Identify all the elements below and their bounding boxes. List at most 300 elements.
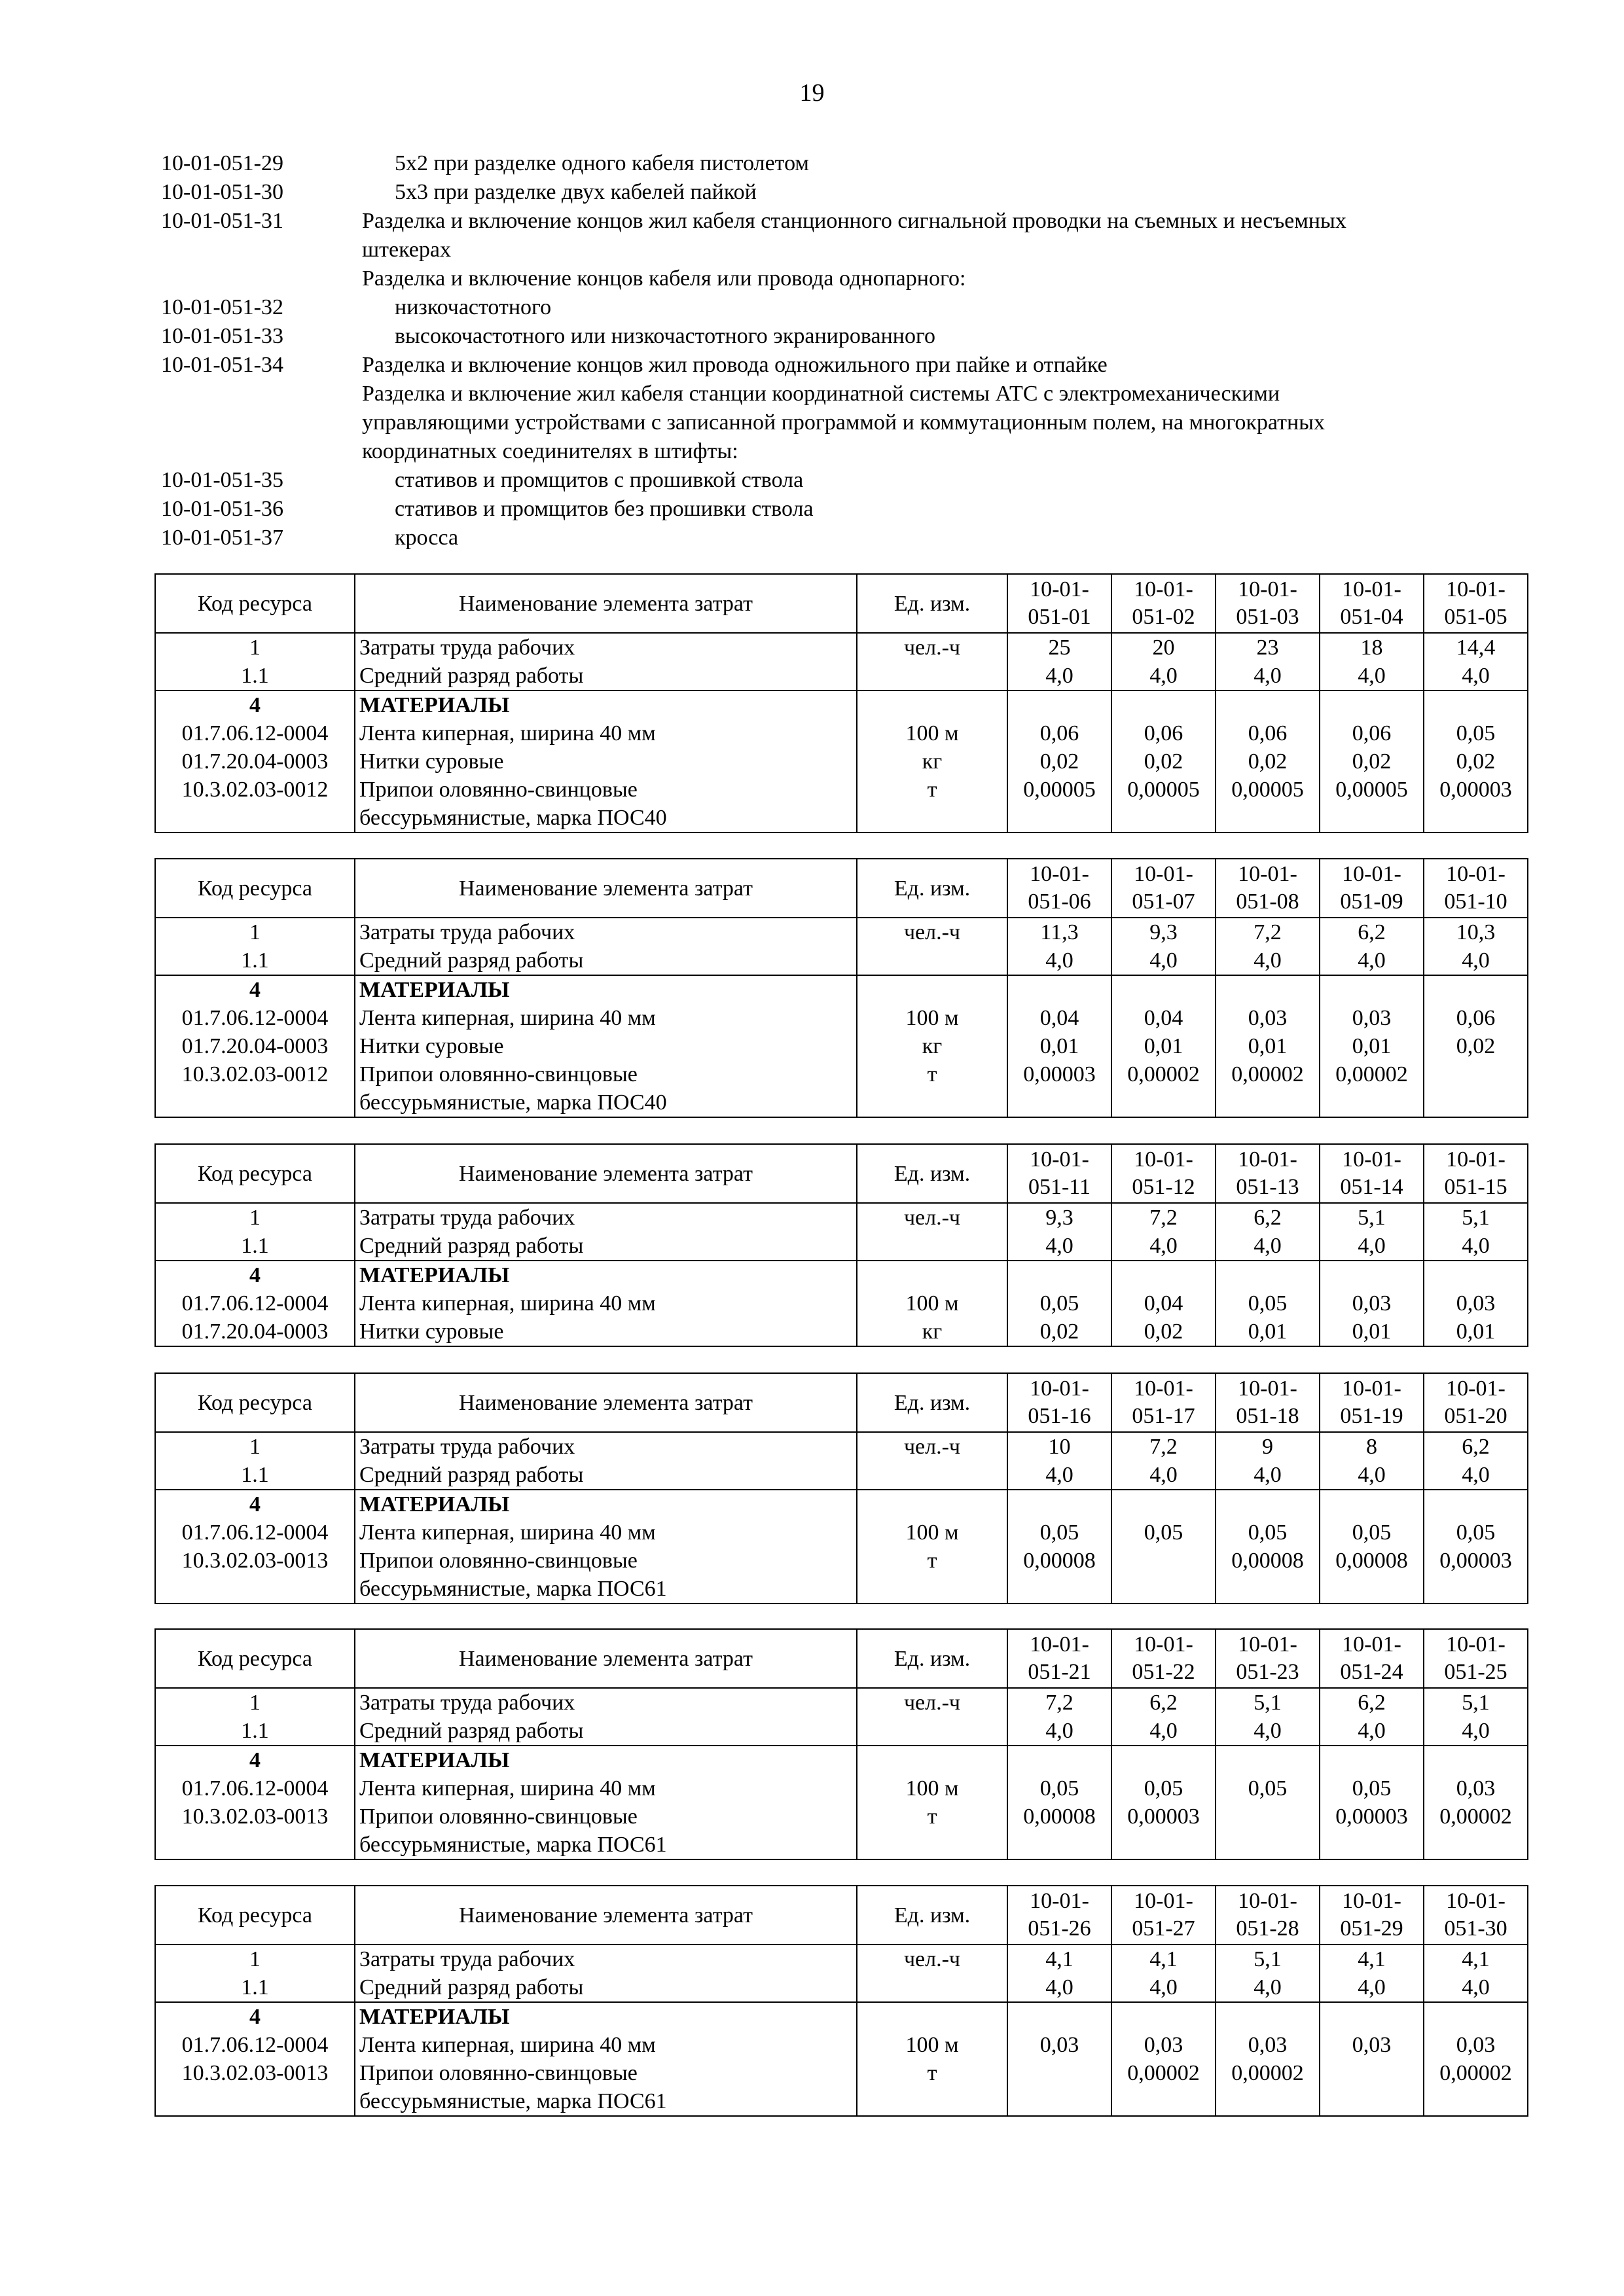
norm-value: [1111, 2087, 1216, 2116]
norm-value: 0,06: [1007, 719, 1111, 747]
resource-name: Лента киперная, ширина 40 мм: [355, 1289, 857, 1318]
norm-value: [1424, 2087, 1528, 2116]
norm-value: 0,00002: [1111, 1060, 1216, 1088]
resource-code: 1: [155, 918, 355, 946]
header-norm-code: 10-01- 051-12: [1111, 1144, 1216, 1203]
norm-value: 0,00003: [1320, 1803, 1424, 1831]
norm-value: [1216, 1803, 1320, 1831]
header-code: Код ресурса: [155, 1144, 355, 1203]
page-number: 19: [799, 79, 825, 107]
resource-name: Средний разряд работы: [355, 1973, 857, 2002]
resource-unit: чел.-ч: [857, 1432, 1007, 1461]
resource-unit: [857, 1575, 1007, 1604]
resource-table: [154, 858, 1528, 1118]
norm-value: [1007, 1490, 1111, 1518]
table-row: [155, 1688, 1528, 1717]
resource-name: МАТЕРИАЛЫ: [355, 1490, 857, 1518]
header-norm-code: 10-01- 051-29: [1320, 1886, 1424, 1945]
resource-name: МАТЕРИАЛЫ: [355, 2002, 857, 2031]
resource-unit: кг: [857, 747, 1007, 776]
work-description: низкочастотного: [395, 295, 552, 319]
table-row: [155, 1461, 1528, 1490]
resource-table: [154, 1143, 1528, 1347]
norm-value: [1216, 1490, 1320, 1518]
norm-value: [1424, 2002, 1528, 2031]
norm-value: 9,3: [1007, 1203, 1111, 1232]
norm-value: 23: [1216, 633, 1320, 662]
resource-unit: [857, 946, 1007, 975]
list-item: [161, 293, 1470, 322]
table-row: [155, 1973, 1528, 2002]
header-norm-code: 10-01- 051-23: [1216, 1629, 1320, 1688]
norm-value: [1111, 2002, 1216, 2031]
resource-unit: т: [857, 1060, 1007, 1088]
work-description: Разделка и включение концов кабеля или провода однопарного:: [362, 266, 966, 291]
norm-value: 9,3: [1111, 918, 1216, 946]
header-norm-code: 10-01- 051-07: [1111, 859, 1216, 918]
list-item: [161, 178, 1470, 207]
norm-value: [1007, 1746, 1111, 1774]
list-item: [161, 437, 1470, 466]
resource-unit: [857, 1232, 1007, 1261]
resource-name: Лента киперная, ширина 40 мм: [355, 2031, 857, 2059]
resource-unit: 100 м: [857, 1004, 1007, 1032]
list-item: [161, 466, 1470, 495]
work-code: [161, 380, 362, 408]
norm-value: 0,06: [1320, 719, 1424, 747]
norm-value: [1320, 1831, 1424, 1859]
resource-unit: кг: [857, 1318, 1007, 1346]
resource-code: 1.1: [155, 946, 355, 975]
list-item: [161, 351, 1470, 380]
norm-value: 0,00003: [1424, 776, 1528, 804]
norm-value: 4,0: [1424, 1461, 1528, 1490]
norm-value: [1007, 2087, 1111, 2116]
work-items-list: [161, 149, 1470, 552]
resource-code: 1: [155, 1945, 355, 1973]
work-description: штекерах: [362, 238, 451, 262]
norm-value: 0,00003: [1424, 1547, 1528, 1575]
header-norm-code: 10-01- 051-28: [1216, 1886, 1320, 1945]
header-unit: Ед. изм.: [857, 1629, 1007, 1688]
norm-value: 0,05: [1320, 1774, 1424, 1803]
header-name: Наименование элемента затрат: [355, 1144, 857, 1203]
table-row: [155, 1004, 1528, 1032]
norm-value: 20: [1111, 633, 1216, 662]
norm-value: 14,4: [1424, 633, 1528, 662]
norm-value: 5,1: [1216, 1945, 1320, 1973]
norm-value: 10,3: [1424, 918, 1528, 946]
norm-value: 4,0: [1007, 1461, 1111, 1490]
resource-code: 4: [155, 1746, 355, 1774]
resource-name: Затраты труда рабочих: [355, 918, 857, 946]
table-row: [155, 1575, 1528, 1604]
header-norm-code: 10-01- 051-13: [1216, 1144, 1320, 1203]
header-norm-code: 10-01- 051-01: [1007, 574, 1111, 633]
resource-code: 01.7.06.12-0004: [155, 1004, 355, 1032]
list-item: [161, 264, 1470, 293]
work-description: стативов и промщитов без прошивки ствола: [395, 497, 814, 521]
table-row: [155, 2002, 1528, 2031]
resource-unit: [857, 804, 1007, 833]
norm-value: [1007, 1831, 1111, 1859]
norm-value: 0,05: [1007, 1289, 1111, 1318]
norm-value: 0,02: [1007, 1318, 1111, 1346]
resource-unit: кг: [857, 1032, 1007, 1060]
resource-name: Средний разряд работы: [355, 662, 857, 691]
norm-value: [1320, 1575, 1424, 1604]
norm-value: 0,00008: [1007, 1547, 1111, 1575]
resource-code: 4: [155, 975, 355, 1004]
table-row: [155, 662, 1528, 691]
norm-value: 7,2: [1007, 1688, 1111, 1717]
norm-value: 0,01: [1111, 1032, 1216, 1060]
header-norm-code: 10-01- 051-14: [1320, 1144, 1424, 1203]
norm-value: [1216, 2002, 1320, 2031]
norm-value: 4,0: [1111, 662, 1216, 691]
norm-value: 4,0: [1320, 1461, 1424, 1490]
norm-value: 0,00002: [1111, 2059, 1216, 2087]
table-row: [155, 776, 1528, 804]
norm-value: 0,01: [1216, 1318, 1320, 1346]
table-row: [155, 747, 1528, 776]
norm-value: [1111, 1261, 1216, 1289]
work-description: 5х2 при разделке одного кабеля пистолетом: [395, 151, 809, 175]
resource-unit: [857, 1973, 1007, 2002]
resource-unit: т: [857, 776, 1007, 804]
norm-value: 4,0: [1424, 946, 1528, 975]
resource-name: Лента киперная, ширина 40 мм: [355, 1004, 857, 1032]
header-norm-code: 10-01- 051-05: [1424, 574, 1528, 633]
table-row: [155, 1432, 1528, 1461]
norm-value: 0,05: [1216, 1289, 1320, 1318]
resource-code: [155, 1831, 355, 1859]
work-code: 10-01-051-29: [161, 151, 283, 175]
norm-value: 0,04: [1111, 1289, 1216, 1318]
work-code: 10-01-051-34: [161, 353, 283, 377]
norm-value: [1007, 2002, 1111, 2031]
work-description: координатных соединителях в штифты:: [362, 439, 738, 463]
norm-value: 6,2: [1320, 1688, 1424, 1717]
resource-unit: [857, 1088, 1007, 1117]
norm-value: 4,1: [1424, 1945, 1528, 1973]
norm-value: 6,2: [1111, 1688, 1216, 1717]
norm-value: 4,0: [1216, 1973, 1320, 2002]
work-code: 10-01-051-35: [161, 468, 283, 492]
list-item: [161, 207, 1470, 236]
norm-value: [1007, 691, 1111, 719]
table-row: [155, 2087, 1528, 2116]
header-unit: Ед. изм.: [857, 1886, 1007, 1945]
norm-value: [1320, 975, 1424, 1004]
table-row: [155, 633, 1528, 662]
norm-value: 7,2: [1111, 1432, 1216, 1461]
norm-value: [1424, 1060, 1528, 1088]
norm-value: 9: [1216, 1432, 1320, 1461]
resource-unit: 100 м: [857, 1518, 1007, 1547]
norm-value: 4,0: [1320, 946, 1424, 975]
table-row: [155, 1518, 1528, 1547]
resource-name: МАТЕРИАЛЫ: [355, 975, 857, 1004]
norm-value: 4,0: [1111, 1973, 1216, 2002]
norm-value: 4,0: [1007, 1973, 1111, 2002]
resource-unit: чел.-ч: [857, 1945, 1007, 1973]
resource-code: 10.3.02.03-0013: [155, 2059, 355, 2087]
resource-code: 01.7.06.12-0004: [155, 1774, 355, 1803]
norm-value: 0,03: [1216, 1004, 1320, 1032]
norm-value: 4,0: [1216, 1232, 1320, 1261]
header-code: Код ресурса: [155, 859, 355, 918]
resource-code: 1: [155, 633, 355, 662]
header-norm-code: 10-01- 051-02: [1111, 574, 1216, 633]
list-item: [161, 149, 1470, 178]
resource-name: бессурьмянистые, марка ПОС61: [355, 2087, 857, 2116]
header-name: Наименование элемента затрат: [355, 574, 857, 633]
resource-name: Нитки суровые: [355, 747, 857, 776]
norm-value: 4,0: [1111, 1232, 1216, 1261]
resource-code: 01.7.20.04-0003: [155, 1032, 355, 1060]
work-description: кросса: [395, 526, 459, 550]
work-description: 5х3 при разделке двух кабелей пайкой: [395, 180, 757, 204]
norm-value: 0,00005: [1007, 776, 1111, 804]
norm-value: [1216, 1746, 1320, 1774]
norm-value: 0,03: [1424, 2031, 1528, 2059]
norm-value: 0,03: [1320, 1289, 1424, 1318]
norm-value: [1216, 1088, 1320, 1117]
norm-value: 5,1: [1424, 1203, 1528, 1232]
table-row: [155, 1261, 1528, 1289]
list-item: [161, 322, 1470, 351]
resource-unit: 100 м: [857, 719, 1007, 747]
resource-code: 4: [155, 691, 355, 719]
header-norm-code: 10-01- 051-27: [1111, 1886, 1216, 1945]
resource-unit: [857, 1461, 1007, 1490]
header-norm-code: 10-01- 051-21: [1007, 1629, 1111, 1688]
resource-code: 1.1: [155, 1973, 355, 2002]
norm-value: [1320, 804, 1424, 833]
norm-value: 0,00003: [1111, 1803, 1216, 1831]
norm-value: 7,2: [1216, 918, 1320, 946]
norm-value: 0,00002: [1424, 2059, 1528, 2087]
norm-value: [1424, 804, 1528, 833]
norm-value: [1111, 804, 1216, 833]
norm-value: 0,05: [1424, 719, 1528, 747]
norm-value: 0,00005: [1216, 776, 1320, 804]
header-norm-code: 10-01- 051-19: [1320, 1373, 1424, 1432]
norm-value: 11,3: [1007, 918, 1111, 946]
resource-code: 10.3.02.03-0013: [155, 1803, 355, 1831]
norm-value: 0,04: [1007, 1004, 1111, 1032]
resource-unit: чел.-ч: [857, 1688, 1007, 1717]
header-code: Код ресурса: [155, 574, 355, 633]
resource-unit: т: [857, 2059, 1007, 2087]
resource-name: Лента киперная, ширина 40 мм: [355, 1774, 857, 1803]
resource-name: Лента киперная, ширина 40 мм: [355, 719, 857, 747]
header-norm-code: 10-01- 051-04: [1320, 574, 1424, 633]
norm-value: 0,02: [1424, 747, 1528, 776]
resource-code: 1: [155, 1203, 355, 1232]
resource-code: 4: [155, 1261, 355, 1289]
norm-value: 0,03: [1424, 1774, 1528, 1803]
norm-value: 0,04: [1111, 1004, 1216, 1032]
norm-value: [1424, 1831, 1528, 1859]
resource-unit: чел.-ч: [857, 1203, 1007, 1232]
work-description: стативов и промщитов с прошивкой ствола: [395, 468, 804, 492]
header-name: Наименование элемента затрат: [355, 1629, 857, 1688]
work-code: 10-01-051-30: [161, 180, 283, 204]
table-header-row: [155, 1886, 1528, 1945]
resource-unit: [857, 1746, 1007, 1774]
norm-value: [1424, 1490, 1528, 1518]
table-header-row: [155, 1629, 1528, 1688]
norm-value: 0,00005: [1320, 776, 1424, 804]
resource-table: [154, 1628, 1528, 1860]
resource-code: 1.1: [155, 662, 355, 691]
resource-name: МАТЕРИАЛЫ: [355, 691, 857, 719]
norm-value: 0,05: [1111, 1518, 1216, 1547]
resource-code: 01.7.20.04-0003: [155, 747, 355, 776]
norm-value: 18: [1320, 633, 1424, 662]
resource-code: 10.3.02.03-0012: [155, 1060, 355, 1088]
work-code: [161, 264, 362, 293]
norm-value: 4,0: [1111, 1461, 1216, 1490]
table-row: [155, 1831, 1528, 1859]
resource-table: [154, 573, 1528, 833]
header-norm-code: 10-01- 051-11: [1007, 1144, 1111, 1203]
norm-value: 4,0: [1007, 1232, 1111, 1261]
resource-code: 01.7.20.04-0003: [155, 1318, 355, 1346]
resource-code: 01.7.06.12-0004: [155, 719, 355, 747]
norm-value: 0,01: [1424, 1318, 1528, 1346]
norm-value: [1424, 975, 1528, 1004]
table-row: [155, 946, 1528, 975]
norm-value: [1007, 1088, 1111, 1117]
norm-value: 4,0: [1216, 946, 1320, 975]
norm-value: 0,01: [1007, 1032, 1111, 1060]
table-row: [155, 1746, 1528, 1774]
table-row: [155, 1318, 1528, 1346]
work-description: управляющими устройствами с записанной программой и коммутационным полем, на многократных: [362, 410, 1326, 435]
norm-value: 0,01: [1320, 1318, 1424, 1346]
resource-code: 4: [155, 2002, 355, 2031]
norm-value: 0,00002: [1320, 1060, 1424, 1088]
norm-value: [1424, 691, 1528, 719]
norm-value: 0,00002: [1216, 2059, 1320, 2087]
norm-value: 0,06: [1216, 719, 1320, 747]
table-header-row: [155, 859, 1528, 918]
norm-value: 0,03: [1007, 2031, 1111, 2059]
work-code: [161, 408, 362, 437]
resource-table: [154, 1372, 1528, 1604]
resource-table: [154, 1885, 1528, 2117]
resource-unit: [857, 662, 1007, 691]
norm-value: 4,1: [1007, 1945, 1111, 1973]
norm-value: 0,05: [1424, 1518, 1528, 1547]
norm-value: 0,00002: [1424, 1803, 1528, 1831]
table-row: [155, 1289, 1528, 1318]
resource-name: бессурьмянистые, марка ПОС40: [355, 804, 857, 833]
table-row: [155, 975, 1528, 1004]
list-item: [161, 524, 1470, 552]
norm-value: 6,2: [1320, 918, 1424, 946]
norm-value: [1320, 2059, 1424, 2087]
resource-name: МАТЕРИАЛЫ: [355, 1746, 857, 1774]
norm-value: [1007, 975, 1111, 1004]
work-description: Разделка и включение концов жил кабеля станционного сигнальной проводки на съемных и несъемных: [362, 209, 1346, 233]
header-unit: Ед. изм.: [857, 574, 1007, 633]
norm-value: [1320, 1490, 1424, 1518]
header-name: Наименование элемента затрат: [355, 1373, 857, 1432]
header-unit: Ед. изм.: [857, 859, 1007, 918]
norm-value: [1424, 1088, 1528, 1117]
resource-code: [155, 1575, 355, 1604]
norm-value: [1007, 1261, 1111, 1289]
table-row: [155, 1088, 1528, 1117]
norm-value: [1111, 1746, 1216, 1774]
norm-value: 0,03: [1424, 1289, 1528, 1318]
norm-value: [1424, 1261, 1528, 1289]
resource-name: Припои оловянно-свинцовые: [355, 1060, 857, 1088]
norm-value: 6,2: [1216, 1203, 1320, 1232]
resource-unit: т: [857, 1803, 1007, 1831]
norm-value: 4,0: [1111, 1717, 1216, 1746]
resource-name: Средний разряд работы: [355, 1717, 857, 1746]
header-norm-code: 10-01- 051-20: [1424, 1373, 1528, 1432]
norm-value: 8: [1320, 1432, 1424, 1461]
norm-value: 7,2: [1111, 1203, 1216, 1232]
resource-unit: [857, 2002, 1007, 2031]
norm-value: 4,0: [1320, 662, 1424, 691]
header-norm-code: 10-01- 051-26: [1007, 1886, 1111, 1945]
table-row: [155, 1032, 1528, 1060]
resource-name: Припои оловянно-свинцовые: [355, 1547, 857, 1575]
resource-code: 01.7.06.12-0004: [155, 2031, 355, 2059]
table-row: [155, 918, 1528, 946]
resource-name: Затраты труда рабочих: [355, 1688, 857, 1717]
resource-name: Затраты труда рабочих: [355, 633, 857, 662]
header-norm-code: 10-01- 051-16: [1007, 1373, 1111, 1432]
header-name: Наименование элемента затрат: [355, 1886, 857, 1945]
norm-value: 4,0: [1216, 1717, 1320, 1746]
norm-value: 4,1: [1111, 1945, 1216, 1973]
header-name: Наименование элемента затрат: [355, 859, 857, 918]
table-row: [155, 2031, 1528, 2059]
resource-code: [155, 1088, 355, 1117]
norm-value: 10: [1007, 1432, 1111, 1461]
table-row: [155, 804, 1528, 833]
norm-value: 0,06: [1111, 719, 1216, 747]
norm-value: 0,02: [1111, 747, 1216, 776]
resource-name: МАТЕРИАЛЫ: [355, 1261, 857, 1289]
norm-value: [1320, 2002, 1424, 2031]
list-item: [161, 495, 1470, 524]
resource-name: Припои оловянно-свинцовые: [355, 776, 857, 804]
norm-value: 0,06: [1424, 1004, 1528, 1032]
norm-value: 0,02: [1424, 1032, 1528, 1060]
norm-value: 4,0: [1007, 1717, 1111, 1746]
norm-value: [1320, 691, 1424, 719]
resource-unit: чел.-ч: [857, 633, 1007, 662]
norm-value: [1216, 975, 1320, 1004]
list-item: [161, 380, 1470, 408]
resource-name: Лента киперная, ширина 40 мм: [355, 1518, 857, 1547]
header-norm-code: 10-01- 051-22: [1111, 1629, 1216, 1688]
norm-value: [1111, 975, 1216, 1004]
norm-value: 0,00003: [1007, 1060, 1111, 1088]
resource-unit: чел.-ч: [857, 918, 1007, 946]
resource-unit: [857, 691, 1007, 719]
norm-value: 4,0: [1007, 946, 1111, 975]
